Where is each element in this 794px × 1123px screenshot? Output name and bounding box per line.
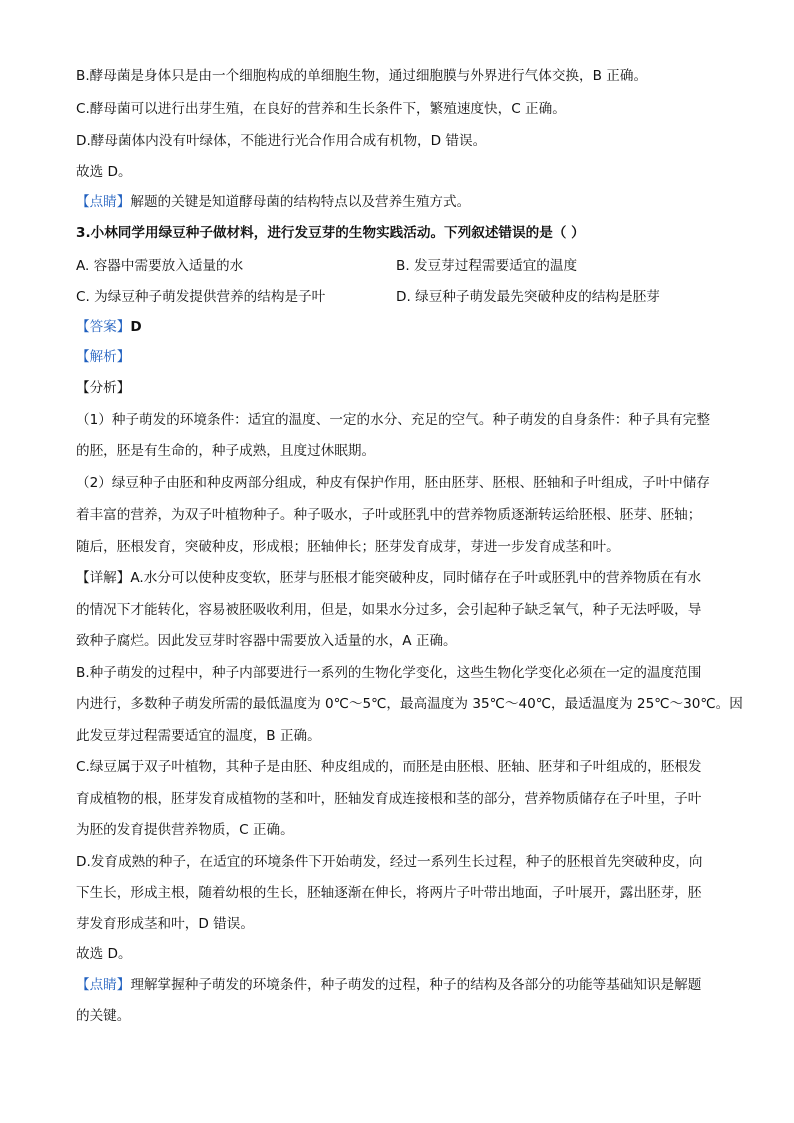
fenxi-line: 着丰富的营养，为双子叶植物种子。种子吸水，子叶或胚乳中的营养物质逐渐转运给胚根、胚芽、胚轴； bbox=[76, 507, 702, 523]
xiangjie-line: B.种子萌发的过程中，种子内部要进行一系列的生物化学变化，这些生物化学变化必须在一定的温度范围 bbox=[76, 665, 702, 681]
dianjing-text: 理解掌握种子萌发的环境条件，种子萌发的过程，种子的结构及各部分的功能等基础知识是解题 bbox=[130, 977, 702, 993]
xiangjie-line: 芽发育形成茎和叶，D 错误。 bbox=[76, 916, 254, 932]
xiangjie-line: 内进行，多数种子萌发所需的最低温度为 0℃～5℃，最高温度为 35℃～40℃，最适温度为 25℃～30℃。因 bbox=[76, 696, 743, 712]
xiangjie-text: A.水分可以使种皮变软，胚芽与胚根才能突破种皮，同时储存在子叶或胚乳中的营养物质在有水 bbox=[130, 570, 702, 586]
question-stem: 3.小林同学用绿豆种子做材料，进行发豆芽的生物实践活动。下列叙述错误的是（ ） bbox=[76, 225, 585, 241]
xiangjie-line: 故选 D。 bbox=[76, 946, 132, 962]
fenxi-line: 的胚，胚是有生命的，种子成熟，且度过休眠期。 bbox=[76, 443, 376, 459]
text-line: C.酵母菌可以进行出芽生殖，在良好的营养和生长条件下，繁殖速度快，C 正确。 bbox=[76, 101, 566, 117]
fenxi-line: （1）种子萌发的环境条件：适宜的温度、一定的水分、充足的空气。种子萌发的自身条件：种子具有完整 bbox=[76, 412, 710, 428]
xiangjie-line: 此发豆芽过程需要适宜的温度，B 正确。 bbox=[76, 728, 321, 744]
xiangjie-line: D.发育成熟的种子，在适宜的环境条件下开始萌发，经过一系列生长过程，种子的胚根首先突破种皮，向 bbox=[76, 854, 703, 870]
option-a: A. 容器中需要放入适量的水 bbox=[76, 258, 244, 274]
answer-row bbox=[76, 317, 142, 337]
text-line: B.酵母菌是身体只是由一个细胞构成的单细胞生物，通过细胞膜与外界进行气体交换，B 正确。 bbox=[76, 68, 648, 84]
dianjing-paragraph bbox=[76, 975, 701, 995]
answer-label: 【答案】 bbox=[76, 319, 131, 335]
fenxi-line: 随后，胚根发育，突破种皮，形成根；胚轴伸长；胚芽发育成芽，芽进一步发育成茎和叶。 bbox=[76, 539, 620, 555]
option-c: C. 为绿豆种子萌发提供营养的结构是子叶 bbox=[76, 289, 326, 305]
dianjing-label: 【点睛】 bbox=[76, 194, 131, 210]
answer-value: D bbox=[130, 319, 142, 335]
xiangjie-line: 为胚的发育提供营养物质，C 正确。 bbox=[76, 822, 294, 838]
xiangjie-line: 育成植物的根，胚芽发育成植物的茎和叶，胚轴发育成连接根和茎的部分，营养物质储存在子叶里，子叶 bbox=[76, 791, 702, 807]
text-line: 故选 D。 bbox=[76, 164, 132, 180]
xiangjie-line: 下生长，形成主根，随着幼根的生长，胚轴逐渐在伸长，将两片子叶带出地面，子叶展开，露出胚芽，胚 bbox=[76, 885, 702, 901]
xiangjie-line: C.绿豆属于双子叶植物，其种子是由胚、种皮组成的，而胚是由胚根、胚轴、胚芽和子叶组成的，胚根发 bbox=[76, 759, 702, 775]
text-line: D.酵母菌体内没有叶绿体，不能进行光合作用合成有机物，D 错误。 bbox=[76, 133, 487, 149]
option-b: B. 发豆芽过程需要适宜的温度 bbox=[396, 258, 578, 274]
option-d: D. 绿豆种子萌发最先突破种皮的结构是胚芽 bbox=[396, 289, 660, 305]
fenxi-line: （2）绿豆种子由胚和种皮两部分组成，种皮有保护作用，胚由胚芽、胚根、胚轴和子叶组成，子叶中储存 bbox=[76, 475, 710, 491]
dianjing-line: 的关键。 bbox=[76, 1008, 131, 1024]
xiangjie-label: 【详解】 bbox=[76, 570, 131, 586]
dianjing-label: 【点睛】 bbox=[76, 977, 131, 993]
dianjing-text: 解题的关键是知道酵母菌的结构特点以及营养生殖方式。 bbox=[130, 194, 471, 210]
fenxi-label: 【分析】 bbox=[76, 380, 131, 396]
dianjing-paragraph bbox=[76, 192, 470, 212]
xiangjie-line: 的情况下才能转化，容易被胚吸收利用，但是，如果水分过多，会引起种子缺乏氧气，种子无法呼吸，导 bbox=[76, 602, 702, 618]
xiangjie-paragraph bbox=[76, 568, 701, 588]
xiangjie-line: 致种子腐烂。因此发豆芽时容器中需要放入适量的水，A 正确。 bbox=[76, 633, 457, 649]
jiexi-label: 【解析】 bbox=[76, 349, 131, 365]
